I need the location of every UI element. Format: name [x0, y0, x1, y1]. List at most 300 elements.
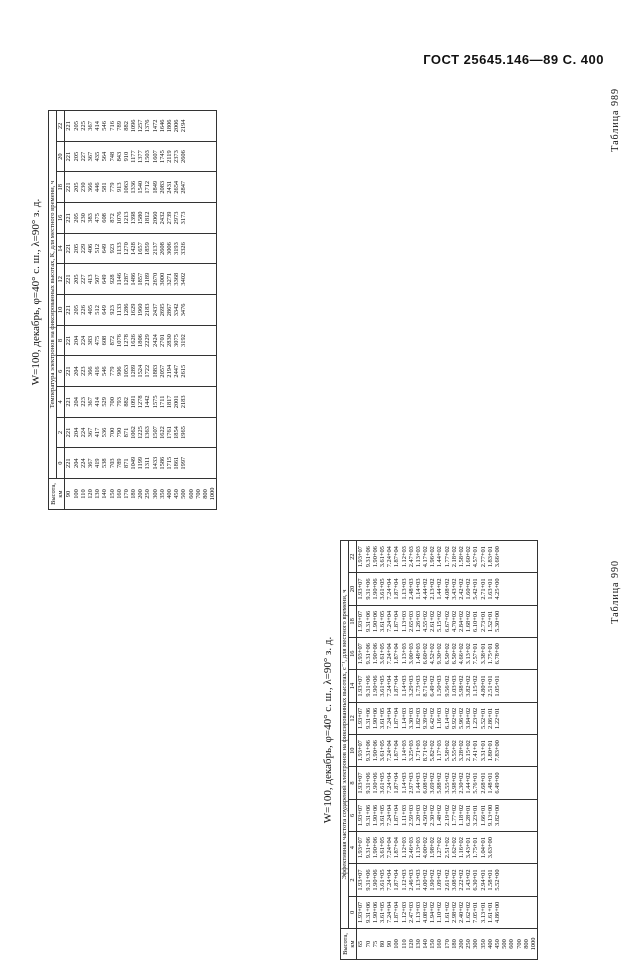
cell-value: 5.98+02 [458, 675, 466, 697]
cell-value: 2.59+03 [407, 804, 415, 826]
cell-value: 1.98+02 [429, 837, 437, 859]
hour-header: 2 [57, 417, 65, 448]
cell-value: 1.12+03 [400, 901, 408, 923]
height-value: 800 [201, 489, 209, 499]
cell-value: 224 [79, 427, 87, 438]
cell-value: 367 [86, 121, 94, 131]
cell-value: 229 [79, 243, 87, 254]
height-value: 1000 [529, 937, 537, 951]
cell-value: 1.90+06 [371, 804, 379, 826]
height-value: 150 [108, 489, 116, 499]
cell-value: 2.19+02 [443, 804, 451, 826]
cell-value: 227 [79, 274, 87, 285]
cell-value: 1225 [137, 426, 145, 439]
value-column [357, 573, 538, 605]
cell-value: 5.42+01 [472, 578, 480, 600]
cell-value: 1.93+07 [357, 546, 365, 568]
height-value: 350 [158, 489, 166, 499]
hour-header: 18 [349, 605, 357, 637]
cell-value: 221 [65, 366, 73, 376]
cell-value: 1257 [137, 119, 145, 133]
cell-value: 1.75+01 [486, 643, 494, 665]
cell-value: 2057 [158, 364, 166, 378]
cell-value: 2.30+02 [458, 772, 466, 794]
cell-value: 2.18+02 [450, 546, 458, 568]
cell-value: 2654 [173, 180, 181, 194]
height-value: 110 [79, 489, 87, 499]
table2-condition: W=100, декабрь, φ=40° с. ш., λ=90° з. д. [322, 636, 334, 824]
cell-value: 1.73+03 [414, 675, 422, 697]
height-value: 400 [486, 939, 494, 949]
hour-header: 6 [349, 799, 357, 831]
cell-value: 2424 [151, 334, 159, 347]
cell-value: 2867 [166, 303, 174, 317]
cell-value: 1.13+03 [414, 546, 422, 568]
heights-column [357, 929, 538, 960]
value-column [357, 896, 538, 928]
cell-value: 367 [86, 151, 94, 162]
cell-value: 4.86+00 [493, 901, 501, 923]
height-value: 500 [501, 939, 509, 949]
cell-value: 7.24+04 [386, 804, 394, 826]
cell-value: 608 [101, 213, 109, 223]
cell-value: 204 [72, 366, 80, 376]
cell-value: 1503 [144, 150, 152, 163]
height-value: 80 [378, 940, 386, 948]
cell-value: 1.13+03 [414, 901, 422, 923]
cell-value: 1.90+06 [371, 901, 379, 923]
cell-value: 1.05+01 [493, 675, 501, 697]
cell-value: 649 [101, 305, 109, 315]
cell-value: 1428 [130, 242, 138, 255]
cell-value: 1.58+01 [486, 869, 494, 891]
cell-value: 1.50+03 [436, 675, 444, 697]
cell-value: 9.31+06 [364, 901, 372, 923]
cell-value: 1.87+04 [393, 772, 401, 794]
cell-value: 1.93+07 [357, 772, 365, 794]
cell-value: 1.87+04 [393, 804, 401, 826]
cell-value: 2606 [180, 150, 188, 163]
cell-value: 1.93+07 [357, 643, 365, 665]
cell-value: 3402 [180, 272, 188, 286]
cell-value: 204 [72, 458, 80, 468]
cell-value: 3.43+02 [450, 578, 458, 600]
cell-value: 1883 [151, 364, 159, 378]
cell-value: 204 [72, 335, 80, 346]
cell-value: 1.10+02 [436, 901, 444, 923]
cell-value: 226 [79, 305, 87, 315]
cell-value: 9.31+06 [364, 546, 372, 568]
cell-value: 1.90+06 [371, 675, 379, 697]
cell-value: 2.86+01 [486, 707, 494, 729]
cell-value: 1.61+02 [443, 901, 451, 923]
value-column [65, 417, 217, 448]
hour-header: 10 [349, 735, 357, 767]
cell-value: 7.57+01 [472, 643, 480, 665]
value-column [65, 233, 217, 264]
table2-container [340, 540, 538, 960]
cell-value: 3326 [180, 242, 188, 255]
cell-value: 7.24+04 [386, 740, 394, 762]
cell-value: 1.93+07 [357, 837, 365, 859]
cell-value: 1076 [115, 334, 123, 347]
cell-value: 843 [115, 151, 123, 162]
cell-value: 1.93+07 [357, 901, 365, 923]
cell-value: 1.90+06 [371, 837, 379, 859]
cell-value: 2060 [151, 211, 159, 225]
cell-value: 367 [86, 427, 94, 438]
height-value: 800 [522, 939, 530, 949]
cell-value: 910 [122, 151, 130, 162]
cell-value: 6.50+02 [450, 643, 458, 665]
cell-value: 2973 [173, 211, 181, 225]
cell-value: 435 [94, 151, 102, 162]
value-column [65, 295, 217, 326]
value-column [357, 605, 538, 637]
cell-value: 5.52+01 [479, 707, 487, 729]
hour-header: 6 [57, 356, 65, 387]
cell-value: 1.44+03 [414, 772, 422, 794]
cell-value: 1.90+06 [371, 643, 379, 665]
cell-value: 7.41+01 [472, 740, 480, 762]
cell-value: 204 [72, 427, 80, 438]
cell-value: 1311 [144, 456, 152, 470]
cell-value: 2119 [166, 150, 174, 163]
hour-header: 14 [349, 670, 357, 702]
cell-value: 1629 [130, 303, 138, 317]
heights-column [65, 479, 217, 510]
cell-value: 221 [65, 121, 73, 131]
cell-value: 1486 [130, 272, 138, 286]
cell-value: 2615 [180, 364, 188, 378]
cell-value: 2.13+02 [429, 578, 437, 600]
cell-value: 3.30+03 [407, 707, 415, 729]
cell-value: 6.10+01 [472, 610, 480, 632]
height-value: 300 [472, 939, 480, 949]
cell-value: 9.30+02 [436, 643, 444, 665]
cell-value: 1.87+04 [393, 578, 401, 600]
cell-value: 882 [122, 397, 130, 407]
cell-value: 529 [101, 397, 109, 407]
cell-value: 1.93+07 [357, 610, 365, 632]
cell-value: 5.30+00 [493, 610, 501, 632]
cell-value: 3368 [173, 272, 181, 286]
cell-value: 1646 [158, 119, 166, 133]
cell-value: 2.51+01 [486, 675, 494, 697]
cell-value: 3006 [166, 242, 174, 255]
cell-value: 3.82+02 [465, 675, 473, 697]
cell-value: 3.61+05 [378, 546, 386, 568]
cell-value: 3.61+05 [378, 869, 386, 891]
hour-header: 8 [349, 767, 357, 799]
cell-value: 2670 [151, 272, 159, 286]
cell-value: 1.14+03 [400, 772, 408, 794]
height-value: 600 [187, 489, 195, 499]
cell-value: 9.31+06 [364, 837, 372, 859]
cell-value: 3342 [173, 303, 181, 317]
cell-value: 1.13+03 [400, 610, 408, 632]
cell-value: 2701 [158, 334, 166, 347]
cell-value: 3.82+00 [493, 804, 501, 826]
height-value: 700 [515, 939, 523, 949]
cell-value: 8.71+02 [422, 675, 430, 697]
cell-value: 1626 [130, 334, 138, 347]
cell-value: 1.90+06 [371, 546, 379, 568]
cell-value: 1722 [144, 364, 152, 378]
height-value: 170 [122, 489, 130, 499]
cell-value: 475 [94, 335, 102, 346]
cell-value: 4.55+02 [422, 610, 430, 632]
cell-value: 2183 [180, 395, 188, 409]
cell-value: 6.60+02 [422, 643, 430, 665]
cell-value: 923 [108, 243, 116, 254]
cell-value: 413 [86, 274, 94, 285]
value-column [357, 799, 538, 831]
cell-value: 3.61+05 [378, 740, 386, 762]
cell-value: 7.83+00 [493, 740, 501, 762]
cell-value: 1376 [144, 119, 152, 133]
cell-value: 1.93+07 [357, 869, 365, 891]
hour-header: 22 [349, 541, 357, 573]
cell-value: 1.68+02 [465, 610, 473, 632]
cell-value: 1.17+03 [436, 740, 444, 762]
cell-value: 1.87+04 [393, 837, 401, 859]
cell-value: 6.08+02 [422, 772, 430, 794]
cell-value: 2.97+03 [407, 772, 415, 794]
cell-value: 414 [94, 397, 102, 407]
cell-value: 1854 [173, 426, 181, 439]
cell-value: 1.83+01 [486, 546, 494, 568]
cell-value: 366 [86, 182, 94, 193]
cell-value: 9.13+00 [486, 804, 494, 826]
hour-header: 12 [349, 702, 357, 734]
cell-value: 414 [94, 121, 102, 131]
cell-value: 3271 [166, 272, 174, 286]
cell-value: 1960 [137, 303, 145, 317]
cell-value: 8.71+02 [422, 740, 430, 762]
cell-value: 2739 [166, 211, 174, 225]
cell-value: 1289 [130, 364, 138, 378]
cell-value: 1712 [144, 180, 152, 194]
hour-header: 10 [57, 295, 65, 326]
cell-value: 9.31+06 [364, 675, 372, 697]
cell-value: 1507 [151, 426, 159, 439]
height-value: 70 [364, 940, 372, 948]
cell-value: 4.25+00 [493, 578, 501, 600]
cell-value: 779 [108, 366, 116, 376]
cell-value: 9.31+06 [364, 772, 372, 794]
cell-value: 2006 [173, 119, 181, 133]
cell-value: 4.08+02 [443, 578, 451, 600]
cell-value: 1524 [137, 364, 145, 378]
cell-value: 1199 [137, 456, 145, 470]
cell-value: 2608 [158, 242, 166, 255]
height-value: 400 [166, 489, 174, 499]
cell-value: 2.30+02 [429, 804, 437, 826]
cell-value: 2.42+02 [458, 578, 466, 600]
cell-value: 1580 [137, 211, 145, 225]
cell-value: 1.52+01 [486, 610, 494, 632]
cell-value: 779 [108, 182, 116, 193]
cell-value: 6.30+01 [472, 869, 480, 891]
cell-value: 1657 [137, 242, 145, 255]
cell-value: 221 [65, 305, 73, 315]
cell-value: 2.94+01 [479, 869, 487, 891]
cell-value: 1.93+07 [357, 740, 365, 762]
height-value: 90 [65, 490, 73, 498]
cell-value: 383 [86, 335, 94, 346]
cell-value: 1.60+02 [465, 578, 473, 600]
cell-value: 3.61+05 [378, 643, 386, 665]
cell-value: 6.67+02 [443, 610, 451, 632]
cell-value: 223 [79, 366, 87, 376]
cell-value: 406 [86, 243, 94, 254]
cell-value: 1.60+02 [465, 546, 473, 568]
cell-value: 1.87+04 [393, 546, 401, 568]
cell-value: 9.39+02 [422, 707, 430, 729]
value-column [357, 541, 538, 573]
cell-value: 2847 [180, 180, 188, 194]
cell-value: 2.68+01 [479, 772, 487, 794]
cell-value: 7.24+04 [386, 578, 394, 600]
table1-label: Таблица 989 [610, 88, 621, 152]
cell-value: 1.75+01 [472, 837, 480, 859]
cell-value: 1.77+02 [450, 804, 458, 826]
cell-value: 3.28+02 [458, 740, 466, 762]
cell-value: 1849 [151, 180, 159, 194]
cell-value: 2447 [173, 364, 181, 378]
height-value: 300 [151, 489, 159, 499]
value-column [65, 448, 217, 479]
cell-value: 3.38+01 [479, 643, 487, 665]
cell-value: 1.93+07 [357, 675, 365, 697]
cell-value: 1965 [180, 426, 188, 439]
cell-value: 1812 [144, 211, 152, 225]
cell-value: 649 [101, 243, 109, 254]
cell-value: 1715 [166, 456, 174, 470]
cell-value: 1278 [122, 334, 130, 347]
cell-value: 6.49+00 [493, 772, 501, 794]
cell-value: 546 [101, 121, 109, 131]
cell-value: 1.93+07 [357, 804, 365, 826]
cell-value: 3.55+02 [443, 772, 451, 794]
cell-value: 3.61+05 [378, 675, 386, 697]
cell-value: 6.28+01 [465, 804, 473, 826]
height-header: Высота, км [341, 929, 357, 960]
cell-value: 9.56+02 [443, 675, 451, 697]
cell-value: 224 [79, 458, 87, 468]
value-column [65, 203, 217, 234]
cell-value: 1.43+02 [465, 869, 473, 891]
table2-table [340, 540, 538, 960]
height-value: 150 [429, 939, 437, 949]
cell-value: 1.11+03 [400, 804, 408, 826]
cell-value: 1.12+03 [400, 546, 408, 568]
cell-value: 2830 [166, 334, 174, 347]
cell-value: 700 [108, 427, 116, 438]
cell-value: 2.46+03 [407, 837, 415, 859]
cell-value: 1.90+06 [371, 707, 379, 729]
cell-value: 9.31+06 [364, 869, 372, 891]
cell-value: 221 [65, 427, 73, 438]
cell-value: 1.15+02 [472, 675, 480, 697]
cell-value: 1.44+02 [436, 546, 444, 568]
cell-value: 1.16+02 [458, 837, 466, 859]
cell-value: 1.12+03 [400, 837, 408, 859]
cell-value: 2431 [166, 180, 174, 194]
cell-value: 3.31+01 [479, 740, 487, 762]
cell-value: 1.63+01 [486, 578, 494, 600]
cell-value: 1859 [144, 242, 152, 255]
cell-value: 793 [115, 397, 123, 407]
cell-value: 3.13+01 [479, 901, 487, 923]
height-value: 700 [194, 489, 202, 499]
cell-value: 221 [65, 243, 73, 254]
cell-value: 1586 [158, 456, 166, 470]
cell-value: 1133 [115, 242, 123, 255]
height-value: 600 [508, 939, 516, 949]
cell-value: 2432 [158, 211, 166, 225]
height-value: 65 [357, 940, 365, 948]
hour-header: 14 [57, 233, 65, 264]
cell-value: 2.61+02 [443, 869, 451, 891]
table1-table [48, 110, 217, 510]
hour-header: 0 [57, 448, 65, 479]
cell-value: 2194 [166, 364, 174, 378]
cell-value: 2194 [180, 119, 188, 133]
cell-value: 4.08+02 [422, 901, 430, 923]
height-value: 130 [414, 939, 422, 949]
cell-value: 913 [115, 182, 123, 193]
value-column [357, 702, 538, 734]
cell-value: 4.66+02 [458, 643, 466, 665]
cell-value: 1.87+04 [393, 643, 401, 665]
cell-value: 2083 [158, 180, 166, 194]
cell-value: 221 [65, 274, 73, 285]
cell-value: 3.43+01 [465, 837, 473, 859]
cell-value: 4.44+02 [422, 578, 430, 600]
cell-value: 748 [108, 151, 116, 162]
cell-value: 1.96+02 [429, 546, 437, 568]
cell-value: 1096 [130, 119, 138, 133]
cell-value: 3.13+02 [465, 643, 473, 665]
value-column [65, 264, 217, 295]
cell-value: 221 [65, 335, 73, 346]
cell-value: 546 [101, 366, 109, 376]
height-value: 450 [493, 939, 501, 949]
cell-value: 3.61+05 [378, 837, 386, 859]
cell-value: 1.71+03 [414, 740, 422, 762]
cell-value: 205 [72, 151, 80, 162]
height-value: 160 [115, 489, 123, 499]
cell-value: 2.77+01 [479, 546, 487, 568]
cell-value: 790 [115, 427, 123, 438]
cell-value: 564 [101, 151, 109, 162]
cell-value: 6.78+00 [493, 643, 501, 665]
cell-value: 882 [122, 121, 130, 131]
cell-value: 1540 [137, 180, 145, 194]
cell-value: 1433 [151, 456, 159, 470]
value-column [65, 172, 217, 203]
cell-value: 2189 [144, 272, 152, 286]
cell-value: 1622 [158, 426, 166, 439]
cell-value: 223 [79, 397, 87, 407]
cell-value: 536 [101, 427, 109, 438]
cell-value: 1398 [130, 211, 138, 225]
cell-value: 1.62+02 [450, 837, 458, 859]
table1-condition: W=100, декабрь, φ=40° с. ш., λ=90° з. д. [30, 198, 42, 386]
cell-value: 4.17+02 [422, 546, 430, 568]
